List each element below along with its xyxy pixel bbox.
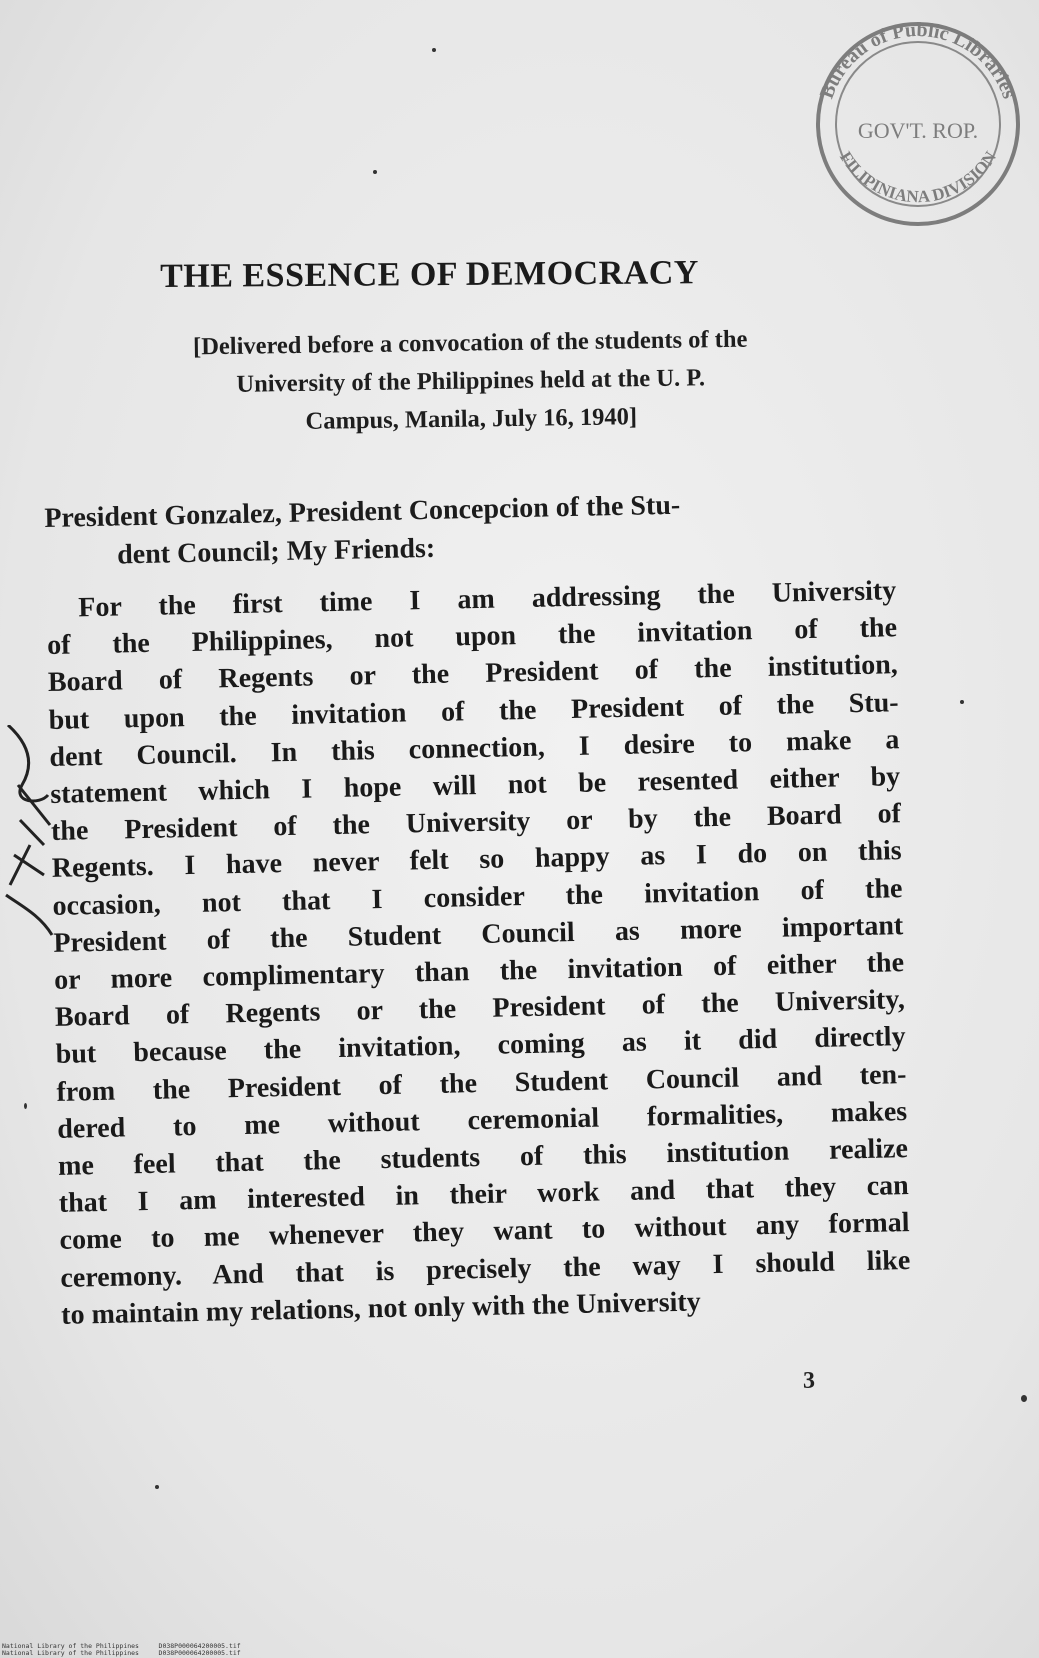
body-line: come to me whenever they want to without any formal (59, 1207, 910, 1257)
body-line: me feel that the students of this institution realize (57, 1133, 909, 1182)
scan-speck (155, 1485, 159, 1489)
handwritten-margin-mark (0, 725, 70, 955)
scan-speck (432, 48, 436, 52)
body-line: occasion, not that I consider the invitation of the (52, 872, 903, 922)
stamp-top-text: Bureau of Public Libraries (815, 18, 1021, 102)
scan-speck (373, 170, 377, 174)
page-title: THE ESSENCE OF DEMOCRACY (160, 254, 700, 295)
salutation-line: President Gonzalez, President Concepcion of the Stu- (44, 489, 681, 534)
footer-line: National Library of the Philippines D038P000064200005.tif (2, 1642, 241, 1650)
body-line: Board of Regents or the President of the institution, (47, 649, 899, 699)
stamp-bottom-text: FILIPINIANA DIVISION (836, 148, 1001, 207)
body-paragraph (46, 572, 911, 1334)
scan-speck (24, 1103, 27, 1109)
headnote-line: [Delivered before a convocation of the students of the (192, 325, 748, 361)
body-line: but because the invitation, coming as it did directly (55, 1021, 906, 1071)
scan-speck (960, 700, 964, 704)
body-line: or more complimentary than the invitation of either the (53, 947, 905, 996)
body-line: dered to me without ceremonial formalities, makes (56, 1095, 908, 1145)
body-line: dent Council. In this connection, I desire to make a (49, 723, 900, 773)
scan-speck (1021, 1395, 1027, 1402)
scan-footer (2, 1643, 241, 1657)
library-stamp (800, 6, 1030, 226)
salutation-line: dent Council; My Friends: (116, 532, 436, 571)
stamp-center-text: GOV'T. ROP. (857, 118, 979, 143)
headnote-line: Campus, Manila, July 16, 1940] (305, 403, 638, 435)
body-line: statement which I hope will not be resented either by (49, 761, 901, 810)
body-line: to maintain my relations, not only with the University (60, 1286, 701, 1331)
body-line: of the Philippines, not upon the invitation of the (46, 612, 898, 662)
headnote (80, 319, 862, 444)
salutation (44, 482, 895, 576)
body-line: Regents. I have never felt so happy as I do on this (51, 835, 902, 885)
body-line: Board of Regents or the President of the University, (54, 984, 906, 1034)
body-line: For the first time I am addressing the University (78, 575, 897, 624)
headnote-line: University of the Philippines held at the U. P. (236, 364, 706, 398)
body-line: the President of the University or by the Board of (50, 798, 902, 848)
body-line: President of the Student Council as more important (53, 909, 904, 959)
body-line: from the President of the Student Council and ten- (56, 1058, 907, 1108)
body-line: that I am interested in their work and that they can (58, 1170, 909, 1220)
body-line: but upon the invitation of the President of the Stu- (48, 686, 899, 736)
page-number: 3 (803, 1368, 815, 1394)
body-line: ceremony. And that is precisely the way I should like (60, 1244, 911, 1294)
footer-line: National Library of the Philippines D038P000064200005.tif (2, 1649, 241, 1657)
